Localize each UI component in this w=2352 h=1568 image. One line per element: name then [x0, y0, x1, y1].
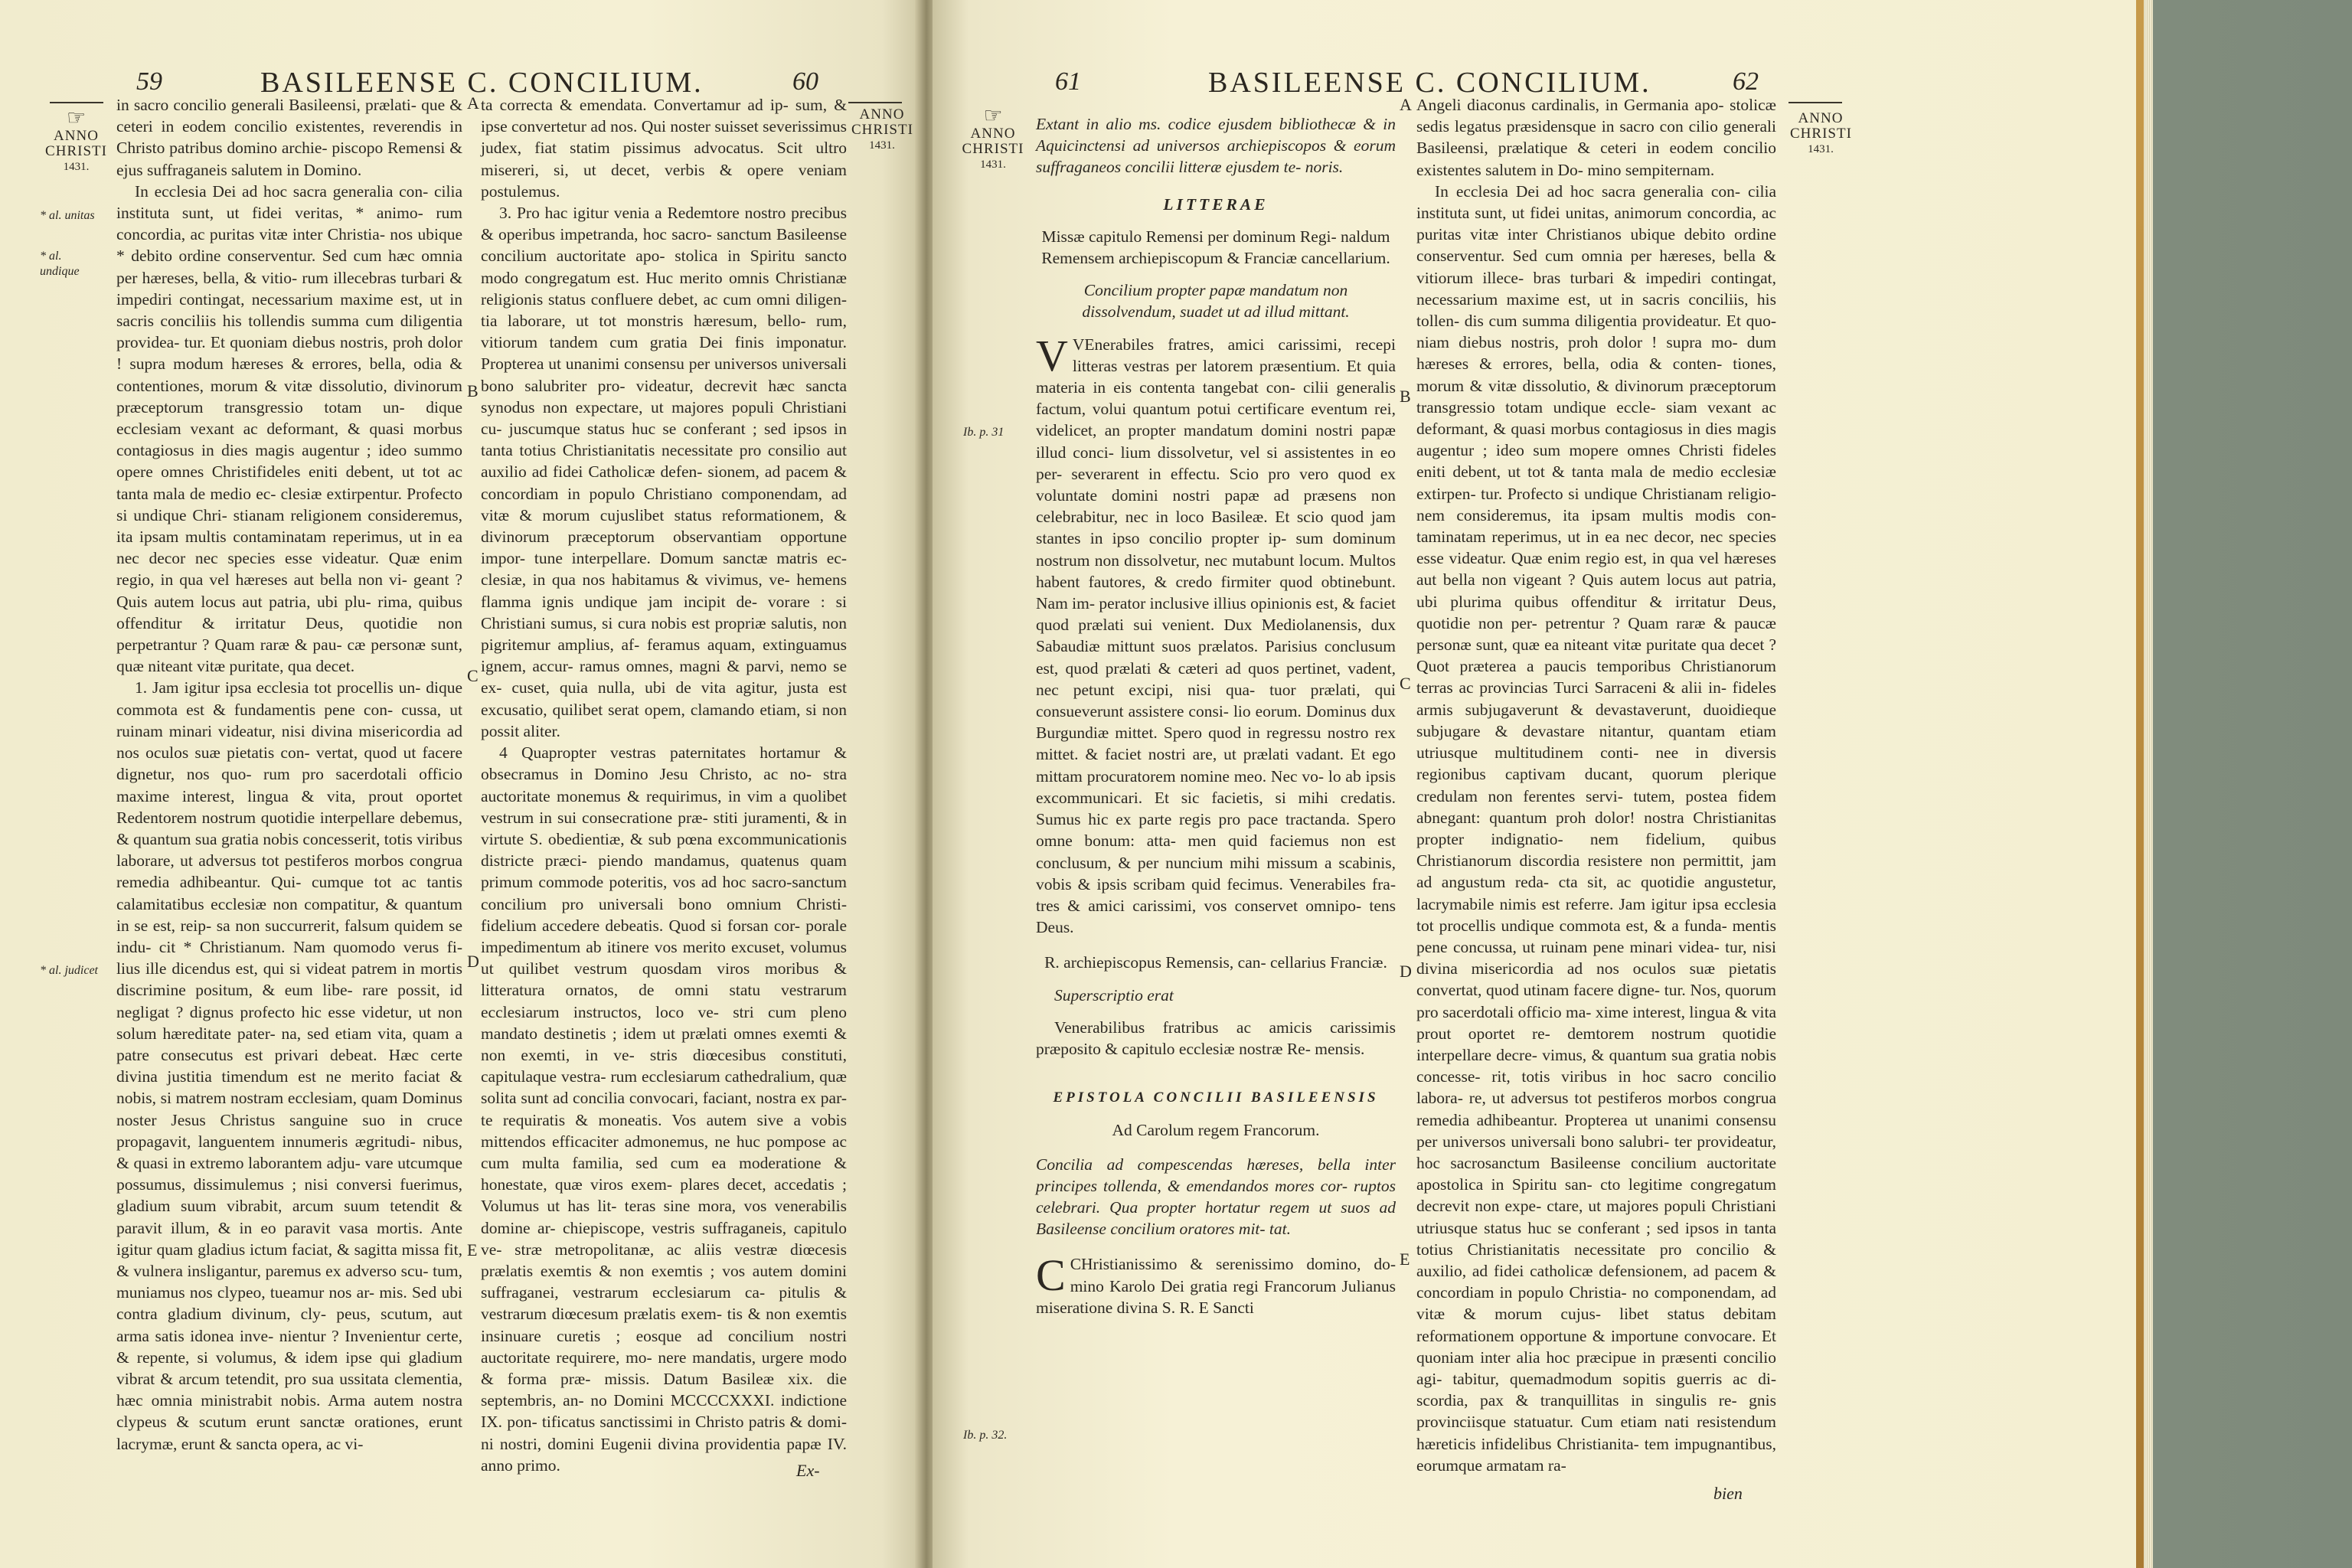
- anno-year: 1431.: [980, 158, 1006, 171]
- superscription-label: Superscriptio erat: [1054, 985, 1174, 1004]
- paragraph: in sacro concilio generali Basileensi, prælati- que & ceteri in eodem concilio existentes, reverendis in Christo patribus domino archie- piscopo Remensi & ejus suffraganeis salutem in Domino.: [116, 96, 462, 179]
- margin-note-undique: * al. undique: [40, 250, 80, 278]
- letter-signature: R. archiepiscopus Remensis, can- cellarius Franciæ.: [1044, 953, 1387, 972]
- section-letter-a: A: [467, 93, 479, 113]
- section-letter-b: B: [1400, 387, 1411, 406]
- catchword-right: bien: [1713, 1484, 1743, 1503]
- paragraph: 3. Pro hac igitur venia a Redemtore nostro precibus & operibus impetranda, hoc sacro- sanctum Basileense concilium auctoritate apo- stolica in Spiritu sancto modo congregatum est. Huc merito omnis Christianæ religionis status confluere debet, ac cum omni diligen- tia laborare, ut tot monstris hæresum, bello- rum, vitiorum tandem cum gratia Dei finis imponatur. Propterea ut unanimi consensu per universos universali bono salubriter pro- videatur, decrevit hæc sancta synodus non expectare, ut majores populi Christiani cu- juscumque status huc se conferant ; sed ipsos in tanta totius Christianitatis necessitate pro consilio aut auxilio ad fidei Catholicæ defen- sionem, ad pacem & concordiam in populo Christiano componendam, ad vitæ & morum cujuslibet status reformationem, & divinorum præceptorum observantiam opportune impor- tune interpellare. Domum sanctæ matris ec- clesiæ, in qua nos habitamus & vivimus, ve- hemens flamma ignis undique jam incipit de- vorare : si Christiani sumus, si cura nobis est propriæ salutis, non pigritemur amplius, af- feramus aquam, extinguamus ignem, accur- ramus omnes, magni & parvi, nemo se ex- cuset, quia nulla, ubi de vita agitur, justa est excusatio, quilibet serat opem, clamando etiam, si non possit aliter.: [481, 204, 847, 740]
- anno-year: 1431.: [63, 161, 90, 173]
- section-letter-a: A: [1400, 95, 1412, 114]
- epistola-summary: Concilia ad compescendas hæreses, bella inter principes tollenda, & emendandos mores cor- ruptos celebrari. Qua propter hortatur regem ut suos ad Basileense concilium oratores mit- tat.: [1036, 1155, 1396, 1239]
- left-page-column-1: [116, 94, 462, 1455]
- right-page-column-2: [1416, 94, 1776, 1476]
- section-heading-epistola: EPISTOLA CONCILII BASILEENSIS: [1053, 1089, 1379, 1106]
- anno-rule: [50, 102, 103, 103]
- anno-label: ANNO CHRISTI: [962, 126, 1024, 157]
- section-letter-e: E: [467, 1240, 478, 1259]
- epistola-body: [1036, 1250, 1396, 1318]
- left-page: [0, 0, 919, 1568]
- epistola-text: CHristianissimo & serenissimo domino, do- mino Karolo Dei gratia regi Francorum Julianus miseratione divina S. R. E Sancti: [1036, 1255, 1396, 1317]
- running-head-left: BASILEENSE C. CONCILIUM.: [260, 67, 704, 99]
- pointing-hand-icon: ☞: [66, 106, 87, 130]
- paragraph: 4 Quapropter vestras paternitates hortamur & obsecramus in Domino Jesu Christo, ac no- stra auctoritate monemus & requirimus, in vim a quolibet vestrum in sui consecratione præ- stiti juramenti, & in virtute S. obedientiæ, & sub pœna excommunicationis districte præci- piendo mandamus, quatenus quam primum commode poteritis, vos ad hoc sacro-sanctum concilium pro universali bono omnium Christi- fidelium accedere debeatis. Quod si forsan cor- porale impedimentum ab itinere vos merito excuset, volumus ut quilibet vestrum quosdam viros moribus & litteratura ornatos, de omni statu vestrarum ecclesiarum instructos, loco ve- stri cum pleno mandato destinetis ; idem ut prælati omnes exemti & non exemti, in ve- stris diœcesibus constituti, capitulaque vestra- rum ecclesiarum cathedralium, quæ solita sunt ad concilia convocari, faciant, nostra ex par- te requiratis & moneatis. Vos autem sive a vobis mittendos efficaciter admonemus, ne huc pompose ac cum multa familia, sed cum ea moderatione & honestate, quæ viros exem- plares decet, accedatis ; Volumus ut has lit- teras sine mora, vos venerabilis domine ar- chiepiscope, vestris suffraganeis, capitulo ve- stræ metropolitanæ, ac aliis vestræ diœcesis prælatis exemtis & non exemtis ; vos autem domini suffraganei, vestrarum ecclesiarum ca- pitulis & vestrarum diœcesum prælatis exem- tis & non exemtis insinuare curetis ; eosque ad concilium nostri auctoritate requirere, mo- nere mandatis, urgere modo & forma præ- missis. Datum Basileæ xix. die septembris, an- no Domini MCCCCXXXI. indictione IX. pon- tificatus sanctissimi in Christo patris & domi- ni nostri, domini Eugenii divina providentia papæ IV. anno primo.: [481, 743, 847, 1475]
- section-heading-litterae: LITTERAE: [1163, 194, 1269, 214]
- paragraph: In ecclesia Dei ad hoc sacra generalia con- cilia instituta sunt, ut fidei veritas, * animo- rum concordia, ac puritas vitæ inter Christia- nos ubique * debito ordine conserventur. Sed cum hæc omnia per hæreses, bella, & vitio- rum illecebras turbari & impediri contingat, necessarium maxime est, ut in sacris conciliis his tollendis summa cum diligentia providea- tur. Et quoniam diebus nostris, proh dolor ! supra modum hæreses & errores, bella, odia & contentiones, morum & vitæ dissolutio, divinorum præceptorum transgressio totam un- dique ecclesiam vexant ac deformant, & quasi morbus contagiosus in dies magis augentur ; ideo summo opere omnes Christifideles eniti debent, ut tot ac tanta mala de medio ec- clesiæ extirpentur. Profecto si undique Chri- stianam religionem consideremus, ita ipsam multis contaminatam reperimus, ut in ea nec decor nec species esse videatur. Quæ enim regio, in qua vel hæreses aut bella non vi- geant ? Quis autem locus aut patria, ubi plu- rima, quibus offenditur & irritatur Deus, quotidie non perpetrantur ? Quam raræ & pau- cæ personæ sunt, quæ niteant vitæ puritate, qua decet.: [116, 181, 462, 676]
- letter-body: [1036, 330, 1396, 939]
- section-letter-d: D: [467, 952, 479, 971]
- section-letter-d: D: [1400, 962, 1412, 981]
- anno-christi-box-left-outer: [851, 107, 913, 153]
- source-note-31: Ib. p. 31: [963, 426, 1004, 439]
- anno-rule: [848, 102, 902, 103]
- section-letter-c: C: [467, 666, 479, 685]
- anno-rule: [1788, 102, 1842, 103]
- book-cover-edge: [2136, 0, 2144, 1568]
- letter-summary: Concilium propter papæ mandatum non dissolvendum, suadet ut ad illud mittant.: [1082, 281, 1350, 322]
- margin-note-unitas: * al. unitas: [40, 209, 95, 222]
- catchword-left: Ex-: [796, 1461, 820, 1480]
- anno-christi-box-left: [40, 106, 113, 175]
- right-page-column-1: [1036, 113, 1396, 1318]
- page-number-62: 62: [1733, 67, 1759, 96]
- source-note-32: Ib. p. 32.: [963, 1429, 1008, 1442]
- anno-label: ANNO CHRISTI: [1790, 110, 1852, 142]
- left-page-column-2: [481, 94, 847, 1476]
- paragraph: Angeli diaconus cardinalis, in Germania apo- stolicæ sedis legatus præsidensque in sacro con cilio generali Basileensi, prælatique & ceteri in eodem concilio existentes salutem in Do- mino sempiternam.: [1416, 96, 1776, 179]
- page-number-59: 59: [136, 67, 162, 96]
- letter-text: VEnerabiles fratres, amici carissimi, recepi litteras vestras per latorem præsentium. Et quia materia in eis contenta tangebat con- cilii generalis factum, volui quantum potui certificare eventum rei, videlicet, an propter mandatum domini nostri papæ illud conci- lium dissolvetur, vel si assistentes in eo per- severarent in effectu. Scio pro vero quod ex voluntate domini nostri papæ ad præsens non celebrabitur, nec in loco Basileæ. Et scio quod jam stantes in ipso concilio propter ip- sum dominum nostrum non dissolvetur, nec mutabunt locum. Multos habent fautores, & credo firmiter quod obtinebunt. Nam im- perator inclusive illius opinionis est, & faciet quod prælati sui venient. Dux Mediolanensis, dux Sabaudiæ mittunt suos prælatos. Parisius conclusum est, quod prælati & cæteri ad quos pertinet, vadent, nec petunt excipi, nisi qua- tuor prælati, qui consueverunt assistere consi- lio eorum. Dominus dux Burgundiæ mittet. Spero quod in regressu nostro rex mittet. & faciet nostri are, ut prælati vadant. Et ego mittam procuratorem nomine meo. Nec vo- lo ab ipsis excommunicari. Et sic facietis, si mihi credatis. Sumus hic ex parte regis pro pace tractanda. Spero omne bonum: atta- men quid faciemus non est conclusum, & per nuncium mihi missum a scabinis, vobis & ipsis scribam quid fecimus. Venerabiles fra- tres & amici carissimi, vos conservet omnipo- tens Deus.: [1036, 335, 1396, 937]
- anno-christi-box-right-outer: [1790, 111, 1851, 157]
- anno-label: ANNO CHRISTI: [45, 128, 107, 159]
- page-number-61: 61: [1055, 67, 1081, 96]
- paragraph: In ecclesia Dei ad hoc sacra generalia con- cilia instituta sunt, ut fidei unitas, animorum concordia, ac puritas vitæ inter Christianos ubique debito ordine conserventur. Sed cum omnia per hæreses, bella & vitiorum illece- bras turbari & impediri contingat, necessarium maxime est, ut in sacris conciliis, his tollen- dis cum summa diligentia provideatur. Et quo- niam diebus nostris, proh dolor ! supra mo- dum hæreses & errores, bella, odia & conten- tiones, morum & vitæ dissolutio, & divinorum præceptorum transgressio totam undique eccle- siam vexant ac deformant, & quasi morbus contagiosus in dies magis augentur ; ideo sum mopere omnes Christi fideles eniti debent, ut tot & tanta mala de medio ecclesiæ extirpen- tur. Profecto si undique Christianam religio- nem consideremus, ita ipsam multis modis con- taminatam reperimus, ut in ea nec decor, nec species esse videatur. Quæ enim regio est, in qua vel hæreses aut bella non vigeant ? Quis autem locus aut patria, ubi plurima quibus offenditur & irritatur Deus, quotidie non per- petrentur ? Quam raræ & paucæ personæ sunt, quæ ea niteant vitæ puritate qua decet ? Quot præterea a paucis temporibus Christianorum terras ac provincias Turci Sarraceni & alii in- fideles armis subjugaverunt & devastaverunt, duoidieque subjugare & devastare nitantur, quantam etiam utriusque multitudinem conti- nee in diversis regionibus captivam ducant, quorum plerique credulam non ferentes servi- tutem, postea fidem abnegant: quantum proh dolor! nostra Christianitas propter indignatio- nem fidelium, quibus Christianorum discordia resistere non permittit, jam ad angustum reda- cta sit, ac quotidie angustetur, lacrymabile nimis est referre. Jam igitur ipsa ecclesia tot procellis undique commota est, & a funda- mentis pene concussa, ut ruinam pene minari videa- tur, nisi divina misericordia ad nos oculos suæ pietatis convertat, quod utinam facere digne- tur. Nos, quorum pro sacerdotali officio ma- xime interest, lingua & vita prout oportet re- demtorem nostrum quotidie interpellare decre- vimus, & quantum sua gratia nobis concesse- rit, totis viribus in hoc sacro concilio labora- re, ut adversus tot pestiferos morbos congrua remedia adhibeantur. Propterea ut unanimi consensu per universos universali bono salubri- ter provideatur, hoc sacrosanctum Basileense concilium auctoritate apostolica in Spiritu san- cto legitime congregatum decrevit non expe- ctare, ut majores populi Christiani utriusque status huc se conferant ; sed ipsos in tanta totius Christianitatis necessitate pro concilio & auxilio, ad fidei catholicæ defensionem, ad pacem & concordiam in populo Christia- no componendam, ad vitæ & morum cujus- libet status debitam reformationem opportune & importune convocare. Et quoniam inter alia hoc præcipue in præsenti concilio agi- tabitur, quemadmodum sopitis guerris ac di- scordia, pax & tranquillitas in singulis re- gnis provinciisque statuatur. Cum etiam nati resistendum hæreticis infidelibus Christianita- tem impugnantibus, eorumque armatam ra-: [1416, 181, 1776, 1475]
- running-head-right: BASILEENSE C. CONCILIUM.: [1208, 67, 1651, 99]
- pointing-hand-icon: ☞: [983, 104, 1003, 128]
- drop-cap: C: [1036, 1250, 1066, 1301]
- letter-address: Missæ capitulo Remensi per dominum Regi- naldum Remensem archiepiscopum & Franciæ cancellarium.: [1041, 227, 1390, 268]
- anno-christi-box-right: [959, 104, 1027, 172]
- section-letter-c: C: [1400, 674, 1411, 693]
- page-number-60: 60: [792, 67, 818, 96]
- section-letter-b: B: [467, 381, 479, 400]
- drop-cap: V: [1036, 330, 1068, 381]
- anno-year: 1431.: [869, 139, 895, 152]
- right-page: [933, 0, 2144, 1568]
- anno-label: ANNO CHRISTI: [851, 106, 913, 138]
- superscription: Venerabilibus fratribus ac amicis carissimis præposito & capitulo ecclesiæ nostræ Re- mensis.: [1036, 1018, 1396, 1058]
- paragraph: ta correcta & emendata. Convertamur ad ip- sum, & ipse convertetur ad nos. Qui noster suisset severissimus judex, fiat statim pissimus advocatus. Scit ultro misereri, si, ut decet, verbis & opere veniam postulemus.: [481, 96, 847, 201]
- anno-year: 1431.: [1808, 143, 1834, 155]
- section-letter-e: E: [1400, 1250, 1410, 1269]
- margin-note-judicet: * al. judicet: [40, 964, 98, 977]
- source-note: Extant in alio ms. codice ejusdem bibliothecæ & in Aquicinctensi ad universos archiepiscopos & eorum suffraganeos concilii litteræ ejusdem te- noris.: [1036, 115, 1396, 177]
- epistola-address: Ad Carolum regem Francorum.: [1112, 1121, 1320, 1140]
- paragraph: 1. Jam igitur ipsa ecclesia tot procellis un- dique commota est & fundamentis pene con- cussa, ut ruinam minari videatur, nisi divina misericordia ad nos oculos suæ pietatis con- vertat, quod ut facere dignetur, nos quo- rum pro sacerdotali officio maxime interest, lingua & vita, prout oportet Redentorem nostrum quotidie interpellare debemus, & quantum sua gratia nobis concesserit, totis viribus laborare, ut adversus tot pestiferos morbos congrua remedia adhibeantur. Qui- cumque tot ac tantis calamitatibus ecclesiæ non compatitur, & quantum in se est, reip- sa non succurrerit, falsum quidem se indu- cit * Christianum. Nam quomodo verus fi- lius ille dicendus est, qui si videat patrem in mortis discrimine positum, & eum libe- rare possit, id negligat ? dignus profecto hic esse videtur, ut non solum hæreditate pater- na, sed etiam vita, quam a patre consecutus est privari debeat. Hæc certe divina justitia timendum est ne merito faciat & nobis, si matrem nostram ecclesiam, quam Dominus noster Jesus Christus sanguine suo in cruce propagavit, languentem innumeris ægritudi- nibus, & quasi in extremo laborantem adju- vare utcumque possumus, dissimulemus ; nisi conversi fuerimus, gladium suum vibrabit, arcum suum tetendit & paravit illum, & in eo paravit vasa mortis. Ante igitur quam gladius ictum faciat, & sagitta missa fit, & vulnera insligantur, paremus ex adverso scu- tum, muniamus nos clypeo, tueamur nos ar- mis. Sed ubi contra gladium divinum, cly- peus, scutum, aut arma satis idonea inve- nientur ? Invenientur certe, & repente, si volumus, & idem ipse qui gladium vibrat & arcum tetendit, pro sua ussitata clementia, hæc omnia ministrabit nobis. Arma autem nostra clypeus & scutum erunt sanctæ orationes, erunt lacrymæ, erunt & sancta opera, ac vi-: [116, 678, 462, 1453]
